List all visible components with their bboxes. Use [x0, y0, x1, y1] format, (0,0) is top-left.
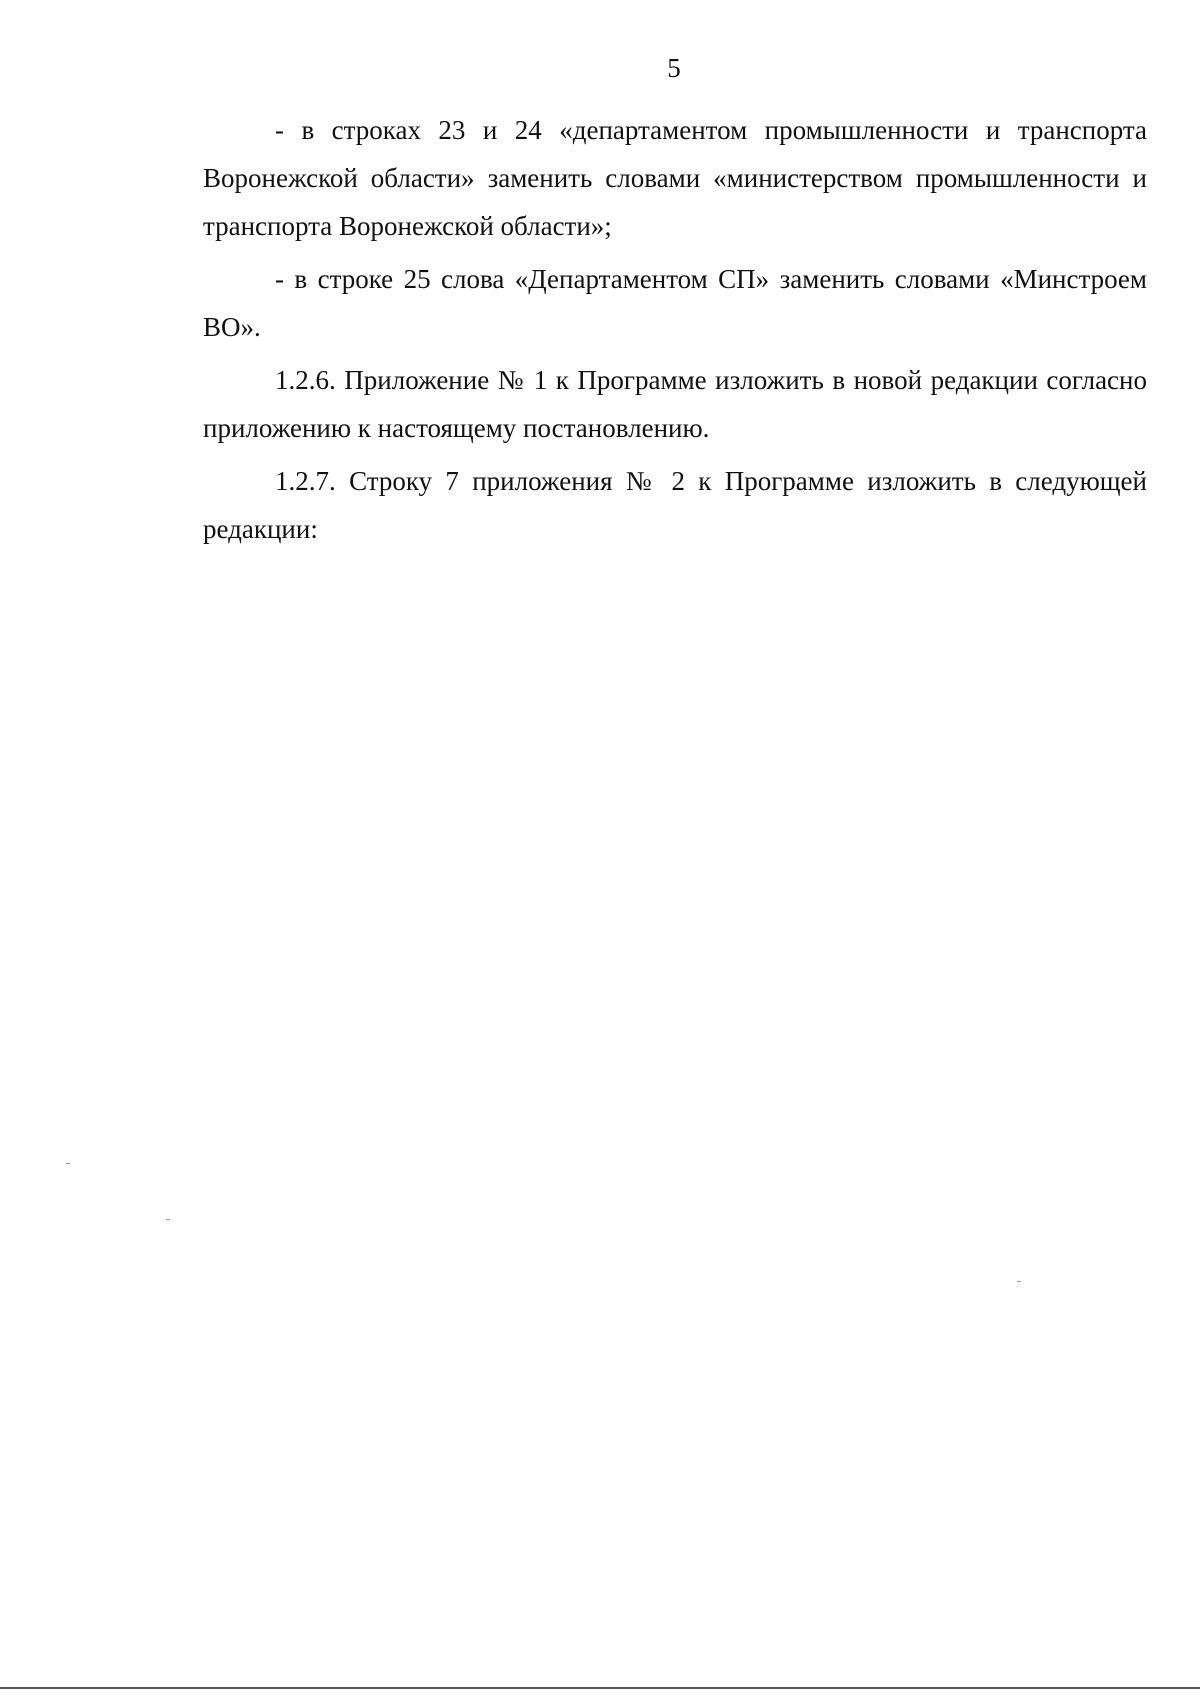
paragraph-1-2-7: 1.2.7. Строку 7 приложения № 2 к Программе изложить в следующей редакции:: [203, 466, 1147, 544]
scan-speck: [1017, 1281, 1021, 1282]
page-number: 5: [667, 53, 681, 83]
bottom-edge-rule: [0, 1687, 1200, 1689]
scan-speck: [166, 1219, 170, 1220]
paragraph-replacement-row-25: - в строке 25 слова «Департаментом СП» заменить словами «Минстроем ВО».: [203, 264, 1147, 342]
scan-speck: [66, 1163, 70, 1164]
paragraph-1-2-6: 1.2.6. Приложение № 1 к Программе изложить в новой редакции согласно приложению к настоящему постановлению.: [203, 365, 1147, 443]
document-body: [203, 106, 1147, 558]
paragraph-replacement-rows-23-24: - в строках 23 и 24 «департаментом промышленности и транспорта Воронежской области» заменить словами «министерством промышленности и транспорта Воронежской области»;: [203, 115, 1147, 241]
